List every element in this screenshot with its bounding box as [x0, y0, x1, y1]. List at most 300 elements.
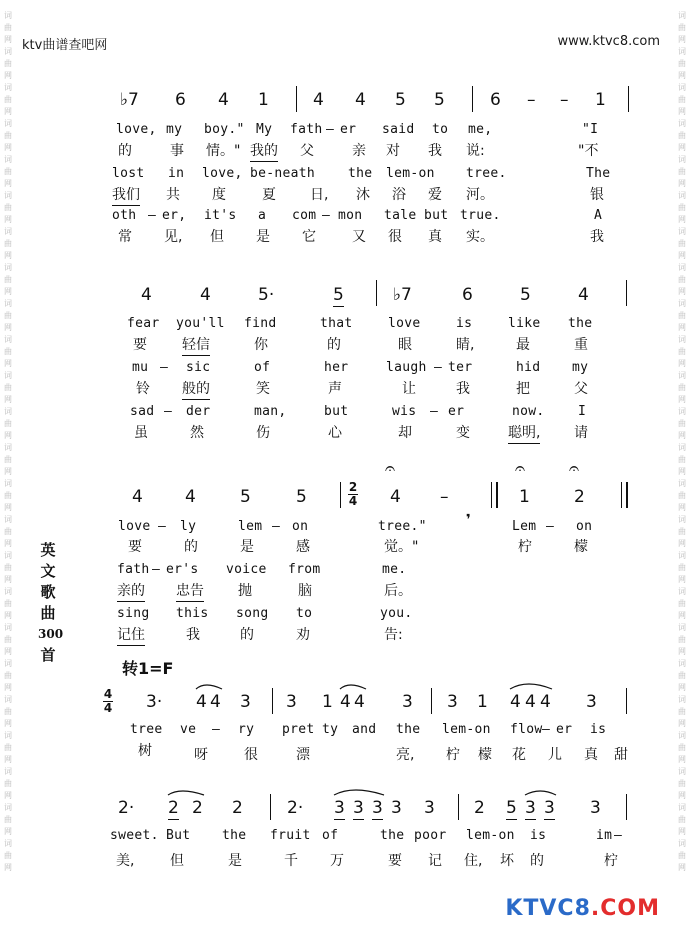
site-name-left: ktv曲谱查吧网 — [22, 38, 108, 53]
key-change: 转1=F — [122, 659, 174, 678]
note: 2 — [192, 798, 203, 818]
watermark-char: 网 — [678, 71, 686, 80]
side-title-char: 歌 — [40, 583, 56, 601]
lyric-en: fear — [127, 316, 160, 331]
lyric-zh: 很 — [388, 229, 402, 245]
lyric-en: my — [166, 122, 183, 137]
lyric-zh: 美, — [116, 853, 135, 869]
watermark-char: 曲 — [4, 851, 12, 860]
note: 3 — [391, 798, 402, 818]
watermark-char: 曲 — [678, 347, 686, 356]
lyric-en: sic — [186, 360, 211, 375]
note: 4 — [355, 90, 366, 110]
lyric-en: I — [578, 404, 587, 419]
note: 2· — [287, 798, 304, 818]
lyric-zh: 实。 — [466, 229, 494, 245]
lyric-en: im — [596, 828, 613, 843]
lyric-en: laugh — [386, 360, 427, 375]
lyric-zh: 是 — [240, 539, 254, 555]
lyric-en: man, — [254, 404, 287, 419]
watermark-char: 曲 — [4, 491, 12, 500]
side-title-char: 英 — [40, 541, 56, 559]
lyric-en: sweet. — [110, 828, 159, 843]
lyric-zh: 却 — [398, 425, 412, 441]
watermark-char: 词 — [678, 695, 686, 704]
lyric-en: the — [222, 828, 247, 843]
lyric-en: – — [430, 404, 439, 419]
slur-icon — [168, 791, 204, 795]
lyric-zh: 心 — [328, 425, 342, 441]
watermark-char: 网 — [4, 539, 12, 548]
watermark-char: 网 — [678, 179, 686, 188]
watermark-char: 词 — [4, 335, 12, 344]
lyric-en: lem — [238, 519, 263, 534]
note: 3 — [424, 798, 435, 818]
lyric-en: er's — [166, 562, 199, 577]
lyric-zh: 柠 — [446, 747, 460, 763]
lyric-zh: 亮, — [396, 747, 415, 763]
watermark-char: 词 — [678, 587, 686, 596]
note: 4 — [200, 285, 211, 305]
watermark-char: 词 — [4, 83, 12, 92]
watermark-char: 网 — [4, 827, 12, 836]
watermark-char: 网 — [678, 395, 686, 404]
lyric-en: but — [324, 404, 349, 419]
watermark-char: 词 — [678, 155, 686, 164]
watermark-char: 词 — [678, 767, 686, 776]
watermark-char: 曲 — [4, 635, 12, 644]
lyric-zh: 重 — [574, 337, 588, 353]
watermark-char: 网 — [678, 539, 686, 548]
lyric-en: the — [348, 166, 373, 181]
lyric-en: voice — [226, 562, 267, 577]
side-title-char: 300 — [38, 627, 64, 641]
watermark-char: 网 — [678, 143, 686, 152]
lyric-zh: 记住 — [117, 624, 145, 646]
lyric-zh: 但 — [210, 229, 224, 245]
lyric-zh: 的 — [118, 143, 132, 159]
note: – — [560, 90, 569, 110]
note: ♭7 — [393, 285, 412, 305]
watermark-char: 网 — [678, 575, 686, 584]
note: 4 — [185, 487, 196, 507]
note: 1 — [477, 692, 488, 712]
lyric-en: er, — [162, 208, 187, 223]
watermark-char: 词 — [678, 659, 686, 668]
lyric-zh: 铃 — [136, 381, 150, 397]
note: 3 — [286, 692, 297, 712]
watermark-char: 曲 — [678, 203, 686, 212]
lyric-zh: 的 — [184, 539, 198, 555]
watermark-char: 曲 — [4, 347, 12, 356]
watermark-char: 网 — [4, 287, 12, 296]
note: 6 — [462, 285, 473, 305]
lyric-en: on — [576, 519, 593, 534]
note: 5 — [434, 90, 445, 110]
watermark-char: 词 — [4, 839, 12, 848]
lyric-en: sing — [117, 606, 150, 621]
lyric-en: – — [542, 722, 551, 737]
watermark-char: 网 — [678, 215, 686, 224]
lyric-en: tree. — [466, 166, 507, 181]
lyric-en: – — [326, 122, 335, 137]
watermark-char: 词 — [678, 83, 686, 92]
lyric-en: der — [186, 404, 211, 419]
fermata-icon: 𝄐 — [569, 458, 580, 479]
lyric-zh: 轻信 — [182, 334, 210, 356]
lyric-en: com — [292, 208, 317, 223]
note: 3 — [525, 798, 536, 818]
lyric-en: of — [254, 360, 271, 375]
lyric-zh: 要 — [388, 853, 402, 869]
note: 1 — [519, 487, 530, 507]
fermata-icon: 𝄐 — [385, 458, 396, 479]
watermark-char: 词 — [678, 191, 686, 200]
lyric-zh: 把 — [516, 381, 530, 397]
watermark-char: 网 — [678, 359, 686, 368]
watermark-char: 曲 — [678, 635, 686, 644]
note: 2 — [474, 798, 485, 818]
lyric-en: true. — [460, 208, 501, 223]
lyric-zh: 甜 — [614, 747, 628, 763]
lyric-en: flow — [510, 722, 543, 737]
note: 1 — [595, 90, 606, 110]
watermark-char: 网 — [4, 323, 12, 332]
watermark-char: 网 — [678, 323, 686, 332]
note: 4 — [340, 692, 351, 712]
lyric-zh: 说: — [466, 143, 485, 159]
watermark-char: 网 — [678, 827, 686, 836]
lyric-zh: 的 — [240, 627, 254, 643]
lyric-en: – — [272, 519, 281, 534]
note: 4 — [354, 692, 365, 712]
watermark-char: 曲 — [4, 671, 12, 680]
watermark-char: 词 — [4, 11, 12, 20]
watermark-char: 网 — [4, 863, 12, 872]
watermark-char: 词 — [678, 839, 686, 848]
lyric-zh: 要 — [133, 337, 147, 353]
lyric-en: but — [424, 208, 449, 223]
lyric-zh: 眼 — [398, 337, 412, 353]
watermark-char: 网 — [678, 107, 686, 116]
lyric-en: you'll — [176, 316, 225, 331]
watermark-char: 网 — [4, 575, 12, 584]
watermark-char: 词 — [4, 443, 12, 452]
lyric-zh: 共 — [166, 187, 180, 203]
watermark-char: 曲 — [678, 671, 686, 680]
lyric-zh: 请 — [574, 425, 588, 441]
lyric-zh: 声 — [328, 381, 342, 397]
lyric-en: fruit — [270, 828, 311, 843]
note: 5 — [520, 285, 531, 305]
watermark-char: 网 — [678, 863, 686, 872]
watermark-char: 词 — [4, 803, 12, 812]
watermark-char: 词 — [4, 371, 12, 380]
watermark-char: 曲 — [678, 419, 686, 428]
watermark-char: 曲 — [4, 95, 12, 104]
lyric-en: My — [256, 122, 273, 137]
lyric-en: to — [432, 122, 449, 137]
lyric-en: is — [530, 828, 547, 843]
lyric-en: is — [456, 316, 473, 331]
watermark-char: 曲 — [4, 203, 12, 212]
watermark-char: 网 — [678, 719, 686, 728]
lyric-en: the — [380, 828, 405, 843]
lyric-zh: 的 — [327, 337, 341, 353]
lyric-zh: 般的 — [182, 378, 210, 400]
lyric-en: – — [158, 519, 167, 534]
watermark-char: 词 — [678, 263, 686, 272]
lyric-zh: 抛 — [238, 583, 252, 599]
note: 2 — [168, 798, 179, 818]
watermark-char: 网 — [4, 107, 12, 116]
watermark-char: 网 — [4, 611, 12, 620]
watermark-char: 网 — [678, 611, 686, 620]
lyric-zh: 觉。" — [384, 539, 419, 555]
lyric-zh: 聪明, — [508, 422, 540, 444]
watermark-char: 曲 — [4, 815, 12, 824]
watermark-char: 网 — [4, 395, 12, 404]
lyric-zh: 对 — [386, 143, 400, 159]
watermark-char: 词 — [4, 551, 12, 560]
lyric-zh: 见, — [164, 229, 183, 245]
slur-icon — [510, 684, 552, 689]
site-url-right: www.ktvc8.com — [557, 34, 660, 49]
lyric-en: The — [586, 166, 611, 181]
note: 2· — [118, 798, 135, 818]
lyric-en: Lem — [512, 519, 537, 534]
lyric-zh: 又 — [352, 229, 366, 245]
slur-icon — [525, 791, 556, 795]
watermark-char: 曲 — [4, 311, 12, 320]
lyric-zh: 是 — [228, 853, 242, 869]
lyric-en: song — [236, 606, 269, 621]
lyric-zh: 花 — [512, 747, 526, 763]
watermark-char: 词 — [678, 371, 686, 380]
lyric-en: fath — [290, 122, 323, 137]
watermark-char: 网 — [4, 719, 12, 728]
slur-icon — [340, 685, 366, 689]
lyric-en: lem-on — [466, 828, 515, 843]
watermark-char: 网 — [4, 215, 12, 224]
lyric-en: – — [322, 208, 331, 223]
watermark-char: 词 — [678, 119, 686, 128]
lyric-en: er — [556, 722, 573, 737]
lyric-en: this — [176, 606, 209, 621]
lyric-zh: 沐 — [356, 187, 370, 203]
note: 5 — [333, 285, 344, 305]
watermark-char: 曲 — [678, 167, 686, 176]
watermark-char: 曲 — [4, 743, 12, 752]
watermark-char: 曲 — [678, 599, 686, 608]
watermark-char: 网 — [4, 179, 12, 188]
note: 6 — [490, 90, 501, 110]
lyric-en: it's — [204, 208, 237, 223]
watermark-char: 网 — [678, 467, 686, 476]
watermark-char: 曲 — [4, 779, 12, 788]
watermark-char: 词 — [678, 803, 686, 812]
watermark-char: 词 — [4, 155, 12, 164]
lyric-en: be-neath — [250, 166, 316, 181]
note: 6 — [175, 90, 186, 110]
lyric-en: like — [508, 316, 541, 331]
lyric-zh: 睛, — [456, 337, 475, 353]
watermark-char: 网 — [4, 647, 12, 656]
lyric-en: lost — [112, 166, 145, 181]
lyric-zh: 父 — [574, 381, 588, 397]
watermark-char: 曲 — [678, 131, 686, 140]
note: – — [527, 90, 536, 110]
lyric-zh: 脑 — [298, 583, 312, 599]
watermark-char: 词 — [4, 407, 12, 416]
lyric-en: her — [324, 360, 349, 375]
watermark-char: 词 — [4, 515, 12, 524]
lyric-zh: 万 — [330, 853, 344, 869]
lyric-en: love — [118, 519, 151, 534]
lyric-en: on — [292, 519, 309, 534]
watermark-char: 网 — [4, 143, 12, 152]
note: 4 — [313, 90, 324, 110]
note: 2 — [232, 798, 243, 818]
lyric-zh: 柠 — [604, 853, 618, 869]
watermark-char: 曲 — [678, 779, 686, 788]
lyric-en: that — [320, 316, 353, 331]
watermark-char: 网 — [4, 503, 12, 512]
lyric-zh: 度 — [212, 187, 226, 203]
watermark-char: 词 — [4, 731, 12, 740]
lyric-en: sad — [130, 404, 155, 419]
lyric-en: the — [396, 722, 421, 737]
watermark-char: 曲 — [678, 563, 686, 572]
lyric-zh: 日, — [310, 187, 329, 203]
watermark-char: 曲 — [678, 527, 686, 536]
watermark-char: 曲 — [4, 527, 12, 536]
watermark-char: 网 — [4, 683, 12, 692]
note: 1 — [322, 692, 333, 712]
lyric-zh: 变 — [456, 425, 470, 441]
note: 3 — [353, 798, 364, 818]
lyric-en: pret — [282, 722, 315, 737]
breath-mark-icon: ❜ — [466, 512, 471, 528]
note: 1 — [258, 90, 269, 110]
watermark-char: 曲 — [678, 707, 686, 716]
lyric-zh: 记 — [428, 853, 442, 869]
note: 3 — [240, 692, 251, 712]
lyric-zh: 是 — [256, 229, 270, 245]
note: 5 — [240, 487, 251, 507]
lyric-en: love — [388, 316, 421, 331]
lyric-en: – — [546, 519, 555, 534]
lyric-en: from — [288, 562, 321, 577]
watermark-char: 词 — [4, 479, 12, 488]
watermark-char: 词 — [4, 695, 12, 704]
lyric-zh: 住, — [464, 853, 483, 869]
lyric-en: lem-on — [386, 166, 435, 181]
lyric-zh: 亲 — [352, 143, 366, 159]
lyric-zh: 柠 — [518, 539, 532, 555]
note: 4 — [210, 692, 221, 712]
footer-logo: KTVC8.COM — [505, 896, 660, 921]
lyric-en: poor — [414, 828, 447, 843]
lyric-zh: 我 — [590, 229, 604, 245]
lyric-zh: 常 — [118, 229, 132, 245]
note: 2 — [574, 487, 585, 507]
watermark-char: 曲 — [4, 383, 12, 392]
side-title-char: 曲 — [40, 604, 56, 622]
lyric-en: ve — [180, 722, 197, 737]
note: 3 — [334, 798, 345, 818]
watermark-char: 词 — [678, 11, 686, 20]
lyric-zh: 我 — [186, 627, 200, 643]
watermark-char: 词 — [4, 587, 12, 596]
watermark-char: 曲 — [678, 59, 686, 68]
watermark-char: 网 — [4, 755, 12, 764]
watermark-char: 词 — [4, 767, 12, 776]
lyric-en: "I — [582, 122, 599, 137]
lyric-en: the — [568, 316, 593, 331]
note: 4 — [141, 285, 152, 305]
slur-icon — [196, 685, 222, 689]
lyric-en: you. — [380, 606, 413, 621]
watermark-char: 词 — [4, 299, 12, 308]
watermark-char: 曲 — [678, 743, 686, 752]
lyric-en: love, — [202, 166, 243, 181]
lyric-zh: 劝 — [296, 627, 310, 643]
note: 4 — [540, 692, 551, 712]
watermark-char: 词 — [678, 47, 686, 56]
lyric-en: – — [160, 360, 169, 375]
lyric-zh: 儿 — [548, 747, 562, 763]
watermark-char: 词 — [4, 119, 12, 128]
watermark-char: 词 — [4, 263, 12, 272]
watermark-char: 词 — [678, 299, 686, 308]
side-title-char: 文 — [40, 562, 56, 580]
lyric-zh: 爱 — [428, 187, 442, 203]
lyric-en: But — [166, 828, 191, 843]
lyric-en: mu — [132, 360, 149, 375]
watermark-char: 曲 — [4, 563, 12, 572]
lyric-zh: 我们 — [112, 184, 140, 206]
watermark-char: 曲 — [4, 455, 12, 464]
time-signature-2-4: 2 4 — [348, 480, 358, 508]
lyric-zh: 真 — [584, 747, 598, 763]
note: 4 — [525, 692, 536, 712]
lyric-en: of — [322, 828, 339, 843]
lyric-zh: 后。 — [384, 583, 412, 599]
lyric-en: – — [148, 208, 157, 223]
watermark-char: 曲 — [678, 455, 686, 464]
watermark-char: 网 — [4, 251, 12, 260]
lyric-zh: 但 — [170, 853, 184, 869]
lyric-zh: 树 — [138, 743, 152, 759]
watermark-char: 曲 — [4, 167, 12, 176]
lyric-en: to — [296, 606, 313, 621]
fermata-icon: 𝄐 — [515, 458, 526, 479]
note: 3 — [372, 798, 383, 818]
lyric-en: now. — [512, 404, 545, 419]
watermark-char: 曲 — [678, 95, 686, 104]
lyric-zh: 它 — [302, 229, 316, 245]
watermark-char: 网 — [4, 35, 12, 44]
note: 4 — [196, 692, 207, 712]
lyric-en: – — [434, 360, 443, 375]
lyric-zh: 夏 — [262, 187, 276, 203]
note: 5 — [296, 487, 307, 507]
lyric-zh: 呀 — [194, 747, 208, 763]
lyric-zh: 的 — [530, 853, 544, 869]
lyric-en: er — [340, 122, 357, 137]
lyric-zh: 你 — [254, 337, 268, 353]
